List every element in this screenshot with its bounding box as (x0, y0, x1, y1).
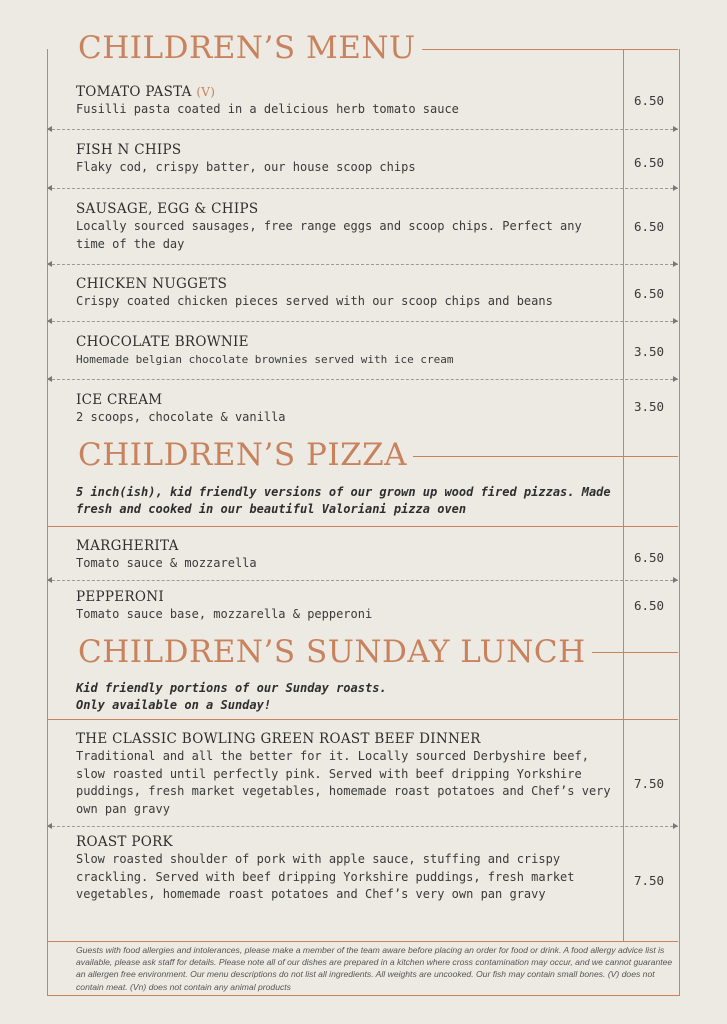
price-column-divider (623, 49, 624, 941)
menu-item (76, 731, 616, 818)
item-divider (47, 129, 678, 130)
item-name: ICE CREAM (76, 392, 163, 408)
sunday-intro-rule (47, 719, 678, 720)
menu-item (76, 334, 616, 369)
item-name: MARGHERITA (76, 538, 179, 554)
item-divider (47, 188, 678, 189)
item-description: Slow roasted shoulder of pork with apple sauce, stuffing and crispy crackling. Served with beef dripping Yorkshire puddings, fresh market vegetables, homemade roast potatoes and Chef’s very own pan gravy (76, 852, 575, 901)
item-price: 6.50 (633, 93, 665, 108)
item-divider (47, 826, 678, 827)
item-name: FISH N CHIPS (76, 142, 182, 158)
children-menu-title: CHILDREN’S MENU (76, 30, 422, 66)
sunday-intro (76, 680, 621, 714)
allergen-notice: Guests with food allergies and intolerances, please make a member of the team aware before placing an order for food or drink. A food allergy advice list is available, please ask staff for details. Please note all of our dishes are prepared in a kitchen where cross contamination may occur, and we cannot guarantee an allergen free environment. Our menu descriptions do not list all ingredients. All weights are uncooked. Our fish may contain small bones. (V) does not contain meat. (Vn) does not contain any animal products (76, 945, 673, 992)
children-sunday-lunch-title: CHILDREN’S SUNDAY LUNCH (76, 634, 592, 670)
item-divider (47, 580, 678, 581)
item-description: Crispy coated chicken pieces served with our scoop chips and beans (76, 294, 553, 308)
item-price: 6.50 (633, 219, 665, 234)
vegetarian-tag: (V) (196, 85, 216, 99)
pizza-intro: 5 inch(ish), kid friendly versions of our grown up wood fired pizzas. Made fresh and cooked in our beautiful Valoriani pizza oven (76, 485, 611, 516)
item-description: Fusilli pasta coated in a delicious herb tomato sauce (76, 102, 459, 116)
menu-item (76, 84, 616, 119)
item-price: 7.50 (633, 776, 665, 791)
item-description: Tomato sauce base, mozzarella & pepperoni (76, 607, 373, 621)
item-price: 6.50 (633, 550, 665, 565)
item-name: SAUSAGE, EGG & CHIPS (76, 201, 259, 217)
footer-rule (47, 941, 678, 942)
item-description: Homemade belgian chocolate brownies served with ice cream (76, 353, 454, 366)
item-description: Tomato sauce & mozzarella (76, 556, 257, 570)
item-name: CHICKEN NUGGETS (76, 276, 228, 292)
item-name: TOMATO PASTA (76, 84, 192, 100)
menu-item (76, 589, 616, 624)
item-price: 3.50 (633, 399, 665, 414)
item-name: CHOCOLATE BROWNIE (76, 334, 249, 350)
menu-item (76, 276, 616, 311)
item-name: ROAST PORK (76, 834, 173, 850)
pizza-intro-rule (47, 526, 678, 527)
item-name: THE CLASSIC BOWLING GREEN ROAST BEEF DINNER (76, 731, 481, 747)
item-price: 7.50 (633, 873, 665, 888)
sunday-intro-line: Only available on a Sunday! (76, 698, 272, 712)
menu-item (76, 142, 616, 177)
item-divider (47, 321, 678, 322)
item-price: 6.50 (633, 286, 665, 301)
menu-item (76, 392, 616, 427)
item-divider (47, 264, 678, 265)
item-price: 3.50 (633, 344, 665, 359)
children-pizza-title: CHILDREN’S PIZZA (76, 437, 413, 473)
item-description: Locally sourced sausages, free range eggs and scoop chips. Perfect any time of the day (76, 219, 582, 251)
item-divider (47, 379, 678, 380)
item-description: Flaky cod, crispy batter, our house scoop chips (76, 160, 416, 174)
top-rule (392, 49, 678, 50)
item-name: PEPPERONI (76, 589, 165, 605)
menu-item (76, 834, 616, 904)
item-price: 6.50 (633, 598, 665, 613)
menu-item (76, 538, 616, 573)
sunday-intro-line: Kid friendly portions of our Sunday roasts. (76, 681, 387, 695)
pizza-rule (392, 456, 678, 457)
item-price: 6.50 (633, 155, 665, 170)
item-description: 2 scoops, chocolate & vanilla (76, 410, 286, 424)
menu-item (76, 201, 616, 253)
item-description: Traditional and all the better for it. Locally sourced Derbyshire beef, slow roasted until perfectly pink. Served with beef dripping Yorkshire puddings, fresh market vegetables, homemade roast potatoes and Chef’s very own pan gravy (76, 749, 611, 816)
